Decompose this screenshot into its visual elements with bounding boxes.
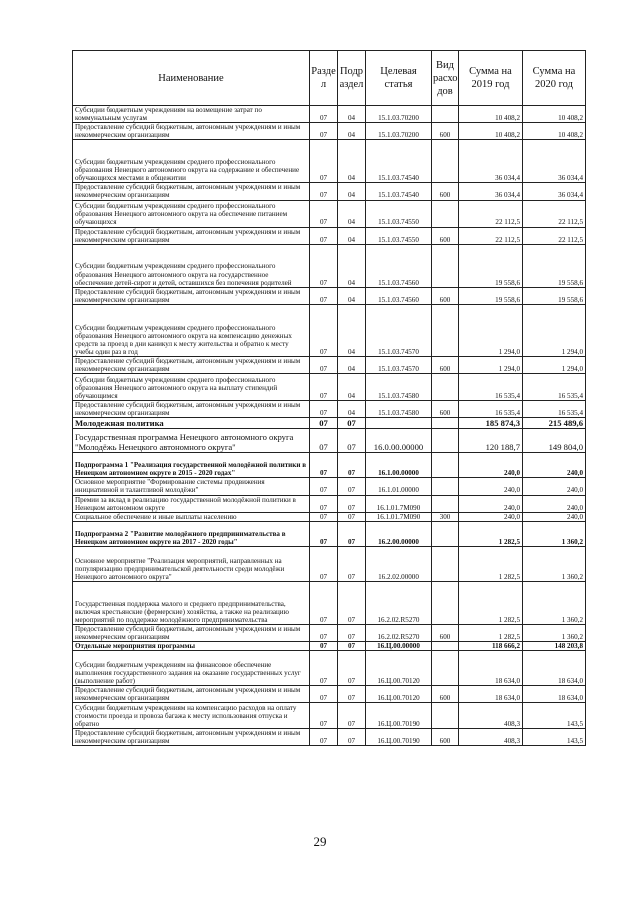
row-target: 16.2.02.R5270 bbox=[366, 624, 432, 641]
table-header-row bbox=[73, 51, 586, 106]
row-name: Государственная программа Ненецкого автономного округа "Молодёжь Ненецкого автономного округа" bbox=[73, 429, 310, 453]
row-name: Подпрограмма 2 "Развитие молодёжного предпринимательства в Ненецком автономном округе на 2017 - 2020 годы" bbox=[73, 521, 310, 546]
row-section: 07 bbox=[310, 651, 338, 686]
row-name: Субсидии бюджетным учреждениям среднего профессионального образования Ненецкого автономного округа на государственное обеспечение детей-сирот и детей, оставшихся без попечения родителей bbox=[73, 244, 310, 287]
row-subsection: 04 bbox=[338, 106, 366, 123]
row-sum-2020: 19 558,6 bbox=[523, 287, 586, 304]
header-section: Разде л bbox=[310, 51, 338, 106]
row-target: 15.1.03.74560 bbox=[366, 287, 432, 304]
row-target: 16.2.02.00000 bbox=[366, 546, 432, 581]
row-subsection: 07 bbox=[338, 521, 366, 546]
row-sum-2020: 36 034,4 bbox=[523, 140, 586, 183]
row-expense-type: 600 bbox=[432, 729, 459, 746]
table-row bbox=[73, 140, 586, 183]
row-section: 07 bbox=[310, 374, 338, 401]
row-target: 15.1.03.70200 bbox=[366, 123, 432, 140]
row-expense-type bbox=[432, 244, 459, 287]
row-subsection: 04 bbox=[338, 356, 366, 373]
row-name: Субсидии бюджетным учреждениям на финансовое обеспечение выполнения государственного задания на оказание государственных услуг (выполнение работ) bbox=[73, 651, 310, 686]
row-name: Субсидии бюджетным учреждениям среднего профессионального образования Ненецкого автономного округа на содержание и обеспечение обучающихся местами в общежитии bbox=[73, 140, 310, 183]
row-name: Предоставление субсидий бюджетным, автономным учреждениям и иным некоммерческим организациям bbox=[73, 729, 310, 746]
row-subsection: 04 bbox=[338, 183, 366, 200]
row-sum-2020: 16 535,4 bbox=[523, 374, 586, 401]
row-name: Предоставление субсидий бюджетным, автономным учреждениям и иным некоммерческим организациям bbox=[73, 624, 310, 641]
row-expense-type bbox=[432, 304, 459, 356]
row-name: Предоставление субсидий бюджетным, автономным учреждениям и иным некоммерческим организациям bbox=[73, 123, 310, 140]
row-subsection: 07 bbox=[338, 453, 366, 478]
row-target: 15.1.03.74550 bbox=[366, 200, 432, 227]
table-row bbox=[73, 478, 586, 495]
row-sum-2020: 1 294,0 bbox=[523, 356, 586, 373]
row-name: Отдельные мероприятия программы bbox=[73, 641, 310, 650]
row-sum-2019: 18 634,0 bbox=[459, 686, 523, 703]
row-sum-2019: 19 558,6 bbox=[459, 244, 523, 287]
row-sum-2019: 1 282,5 bbox=[459, 546, 523, 581]
row-expense-type: 300 bbox=[432, 512, 459, 521]
row-sum-2019: 185 874,3 bbox=[459, 418, 523, 429]
row-sum-2020: 1 360,2 bbox=[523, 624, 586, 641]
row-subsection: 07 bbox=[338, 581, 366, 624]
row-sum-2020: 1 294,0 bbox=[523, 304, 586, 356]
row-target: 15.1.03.74550 bbox=[366, 227, 432, 244]
row-expense-type: 600 bbox=[432, 287, 459, 304]
row-section: 07 bbox=[310, 227, 338, 244]
row-target: 15.1.03.74570 bbox=[366, 304, 432, 356]
table-row bbox=[73, 624, 586, 641]
row-sum-2019: 36 034,4 bbox=[459, 140, 523, 183]
row-target: 16.Ц.00.70120 bbox=[366, 651, 432, 686]
row-name: Основное мероприятие "Реализация мероприятий, направленных на популяризацию предпринимательской деятельности среди молодёжи Ненецкого автономного округа" bbox=[73, 546, 310, 581]
row-expense-type bbox=[432, 495, 459, 512]
table-row bbox=[73, 729, 586, 746]
row-target: 15.1.03.74580 bbox=[366, 374, 432, 401]
table-row bbox=[73, 453, 586, 478]
budget-table bbox=[72, 50, 586, 746]
table-row bbox=[73, 512, 586, 521]
row-section: 07 bbox=[310, 581, 338, 624]
table-row bbox=[73, 106, 586, 123]
row-sum-2020: 19 558,6 bbox=[523, 244, 586, 287]
table-row bbox=[73, 287, 586, 304]
row-expense-type bbox=[432, 453, 459, 478]
row-sum-2020: 10 408,2 bbox=[523, 106, 586, 123]
row-sum-2020: 143,5 bbox=[523, 729, 586, 746]
row-expense-type bbox=[432, 651, 459, 686]
table-row bbox=[73, 651, 586, 686]
header-sum-2020: Сумма на 2020 год bbox=[523, 51, 586, 106]
row-subsection: 07 bbox=[338, 418, 366, 429]
row-sum-2019: 120 188,7 bbox=[459, 429, 523, 453]
row-sum-2020: 240,0 bbox=[523, 453, 586, 478]
row-subsection: 04 bbox=[338, 140, 366, 183]
row-section: 07 bbox=[310, 729, 338, 746]
row-target: 16.Ц.00.70190 bbox=[366, 703, 432, 729]
row-subsection: 04 bbox=[338, 304, 366, 356]
row-name: Субсидии бюджетным учреждениям на возмещение затрат по коммунальным услугам bbox=[73, 106, 310, 123]
row-target: 15.1.03.74540 bbox=[366, 140, 432, 183]
row-name: Субсидии бюджетным учреждениям среднего профессионального образования Ненецкого автономного округа на обеспечение питанием обучающихся bbox=[73, 200, 310, 227]
row-section: 07 bbox=[310, 512, 338, 521]
table-row bbox=[73, 546, 586, 581]
row-sum-2020: 22 112,5 bbox=[523, 200, 586, 227]
row-sum-2019: 18 634,0 bbox=[459, 651, 523, 686]
row-expense-type: 600 bbox=[432, 356, 459, 373]
row-section: 07 bbox=[310, 418, 338, 429]
row-sum-2020: 215 489,6 bbox=[523, 418, 586, 429]
row-section: 07 bbox=[310, 521, 338, 546]
row-expense-type bbox=[432, 106, 459, 123]
table-row bbox=[73, 183, 586, 200]
table-row bbox=[73, 521, 586, 546]
row-target: 16.Ц.00.70190 bbox=[366, 729, 432, 746]
row-target: 15.1.03.74560 bbox=[366, 244, 432, 287]
row-section: 07 bbox=[310, 140, 338, 183]
row-sum-2020: 148 203,8 bbox=[523, 641, 586, 650]
row-section: 07 bbox=[310, 106, 338, 123]
row-target: 15.1.03.74580 bbox=[366, 401, 432, 418]
row-expense-type bbox=[432, 374, 459, 401]
row-sum-2020: 240,0 bbox=[523, 478, 586, 495]
table-row bbox=[73, 356, 586, 373]
row-section: 07 bbox=[310, 624, 338, 641]
table-row bbox=[73, 429, 586, 453]
row-name: Основное мероприятие "Формирование системы продвижения инициативной и талантливой молодёжи" bbox=[73, 478, 310, 495]
row-name: Субсидии бюджетным учреждениям на компенсацию расходов на оплату стоимости проезда и провоза багажа к месту использования отпуска и обратно bbox=[73, 703, 310, 729]
row-sum-2019: 16 535,4 bbox=[459, 374, 523, 401]
row-sum-2019: 408,3 bbox=[459, 729, 523, 746]
row-section: 07 bbox=[310, 546, 338, 581]
row-expense-type bbox=[432, 521, 459, 546]
table-row bbox=[73, 495, 586, 512]
row-expense-type: 600 bbox=[432, 624, 459, 641]
row-sum-2019: 36 034,4 bbox=[459, 183, 523, 200]
row-expense-type bbox=[432, 581, 459, 624]
row-sum-2019: 1 282,5 bbox=[459, 581, 523, 624]
row-subsection: 07 bbox=[338, 512, 366, 521]
row-subsection: 07 bbox=[338, 729, 366, 746]
row-target: 16.1.00.00000 bbox=[366, 453, 432, 478]
table-row bbox=[73, 244, 586, 287]
row-subsection: 04 bbox=[338, 374, 366, 401]
row-sum-2019: 16 535,4 bbox=[459, 401, 523, 418]
row-sum-2019: 240,0 bbox=[459, 453, 523, 478]
row-subsection: 07 bbox=[338, 686, 366, 703]
row-section: 07 bbox=[310, 123, 338, 140]
page-number: 29 bbox=[313, 834, 327, 849]
row-sum-2020: 143,5 bbox=[523, 703, 586, 729]
row-section: 07 bbox=[310, 200, 338, 227]
row-target bbox=[366, 418, 432, 429]
budget-sheet bbox=[72, 50, 585, 746]
row-expense-type bbox=[432, 418, 459, 429]
row-expense-type bbox=[432, 429, 459, 453]
row-sum-2020: 36 034,4 bbox=[523, 183, 586, 200]
header-name: Наименование bbox=[73, 51, 310, 106]
row-subsection: 04 bbox=[338, 123, 366, 140]
row-name: Предоставление субсидий бюджетным, автономным учреждениям и иным некоммерческим организациям bbox=[73, 183, 310, 200]
row-name: Подпрограмма 1 "Реализация государственной молодёжной политики в Ненецком автономном округе в 2015 - 2020 годах" bbox=[73, 453, 310, 478]
row-sum-2020: 240,0 bbox=[523, 495, 586, 512]
row-subsection: 07 bbox=[338, 703, 366, 729]
row-subsection: 04 bbox=[338, 401, 366, 418]
row-name: Субсидии бюджетным учреждениям среднего профессионального образования Ненецкого автономного округа на выплату стипендий обучающимся bbox=[73, 374, 310, 401]
row-expense-type: 600 bbox=[432, 686, 459, 703]
row-sum-2019: 1 294,0 bbox=[459, 356, 523, 373]
row-sum-2020: 240,0 bbox=[523, 512, 586, 521]
row-sum-2019: 22 112,5 bbox=[459, 200, 523, 227]
row-target: 16.1.01.7М090 bbox=[366, 495, 432, 512]
row-subsection: 04 bbox=[338, 227, 366, 244]
row-section: 07 bbox=[310, 703, 338, 729]
row-sum-2019: 1 282,5 bbox=[459, 624, 523, 641]
row-target: 16.0.00.00000 bbox=[366, 429, 432, 453]
row-subsection: 07 bbox=[338, 651, 366, 686]
table-row bbox=[73, 304, 586, 356]
row-expense-type bbox=[432, 200, 459, 227]
row-sum-2019: 408,3 bbox=[459, 703, 523, 729]
row-expense-type bbox=[432, 546, 459, 581]
row-name: Субсидии бюджетным учреждениям среднего профессионального образования Ненецкого автономного округа на компенсацию денежных средств за проезд в дни каникул к месту жительства и обратно к месту учебы один раз в год bbox=[73, 304, 310, 356]
table-row bbox=[73, 641, 586, 650]
row-section: 07 bbox=[310, 287, 338, 304]
row-expense-type bbox=[432, 140, 459, 183]
row-sum-2020: 22 112,5 bbox=[523, 227, 586, 244]
row-section: 07 bbox=[310, 244, 338, 287]
row-name: Предоставление субсидий бюджетным, автономным учреждениям и иным некоммерческим организациям bbox=[73, 686, 310, 703]
row-sum-2019: 240,0 bbox=[459, 512, 523, 521]
row-sum-2020: 1 360,2 bbox=[523, 546, 586, 581]
row-section: 07 bbox=[310, 495, 338, 512]
row-section: 07 bbox=[310, 478, 338, 495]
row-subsection: 04 bbox=[338, 200, 366, 227]
row-subsection: 07 bbox=[338, 478, 366, 495]
row-target: 16.2.02.R5270 bbox=[366, 581, 432, 624]
row-name: Предоставление субсидий бюджетным, автономным учреждениям и иным некоммерческим организациям bbox=[73, 227, 310, 244]
row-subsection: 04 bbox=[338, 244, 366, 287]
row-subsection: 07 bbox=[338, 641, 366, 650]
row-target: 16.1.01.7М090 bbox=[366, 512, 432, 521]
row-expense-type bbox=[432, 478, 459, 495]
row-sum-2019: 118 666,2 bbox=[459, 641, 523, 650]
row-sum-2019: 19 558,6 bbox=[459, 287, 523, 304]
row-sum-2019: 240,0 bbox=[459, 478, 523, 495]
row-name: Молодежная политика bbox=[73, 418, 310, 429]
header-subsection: Подр аздел bbox=[338, 51, 366, 106]
row-target: 15.1.03.70200 bbox=[366, 106, 432, 123]
row-target: 16.Ц.00.00000 bbox=[366, 641, 432, 650]
table-row bbox=[73, 374, 586, 401]
header-target: Целевая статья bbox=[366, 51, 432, 106]
header-type: Вид расхо дов bbox=[432, 51, 459, 106]
header-sum-2019: Сумма на 2019 год bbox=[459, 51, 523, 106]
row-sum-2020: 149 804,0 bbox=[523, 429, 586, 453]
row-section: 07 bbox=[310, 686, 338, 703]
table-row bbox=[73, 686, 586, 703]
row-name: Социальное обеспечение и иные выплаты населению bbox=[73, 512, 310, 521]
row-sum-2020: 10 408,2 bbox=[523, 123, 586, 140]
row-expense-type: 600 bbox=[432, 183, 459, 200]
table-row bbox=[73, 123, 586, 140]
row-subsection: 07 bbox=[338, 546, 366, 581]
row-sum-2020: 18 634,0 bbox=[523, 651, 586, 686]
row-section: 07 bbox=[310, 453, 338, 478]
table-row bbox=[73, 581, 586, 624]
row-name: Премии за вклад в реализацию государственной молодёжной политики в Ненецком автономном округе bbox=[73, 495, 310, 512]
row-sum-2020: 1 360,2 bbox=[523, 521, 586, 546]
table-row bbox=[73, 418, 586, 429]
row-name: Предоставление субсидий бюджетным, автономным учреждениям и иным некоммерческим организациям bbox=[73, 287, 310, 304]
row-expense-type bbox=[432, 703, 459, 729]
row-target: 16.2.00.00000 bbox=[366, 521, 432, 546]
row-subsection: 07 bbox=[338, 495, 366, 512]
row-expense-type: 600 bbox=[432, 401, 459, 418]
row-target: 15.1.03.74540 bbox=[366, 183, 432, 200]
row-target: 16.1.01.00000 bbox=[366, 478, 432, 495]
row-sum-2020: 16 535,4 bbox=[523, 401, 586, 418]
row-section: 07 bbox=[310, 641, 338, 650]
table-body bbox=[73, 106, 586, 746]
row-sum-2019: 22 112,5 bbox=[459, 227, 523, 244]
row-sum-2020: 1 360,2 bbox=[523, 581, 586, 624]
row-expense-type bbox=[432, 641, 459, 650]
row-name: Предоставление субсидий бюджетным, автономным учреждениям и иным некоммерческим организациям bbox=[73, 356, 310, 373]
table-row bbox=[73, 401, 586, 418]
row-name: Государственная поддержка малого и среднего предпринимательства, включая крестьянские (фермерские) хозяйства, а также на реализацию мероприятий по поддержке молодёжного предпринимательства bbox=[73, 581, 310, 624]
row-section: 07 bbox=[310, 356, 338, 373]
row-name: Предоставление субсидий бюджетным, автономным учреждениям и иным некоммерческим организациям bbox=[73, 401, 310, 418]
row-sum-2020: 18 634,0 bbox=[523, 686, 586, 703]
table-row bbox=[73, 200, 586, 227]
row-subsection: 07 bbox=[338, 429, 366, 453]
row-target: 16.Ц.00.70120 bbox=[366, 686, 432, 703]
row-sum-2019: 10 408,2 bbox=[459, 106, 523, 123]
row-expense-type: 600 bbox=[432, 227, 459, 244]
row-section: 07 bbox=[310, 429, 338, 453]
row-subsection: 07 bbox=[338, 624, 366, 641]
row-expense-type: 600 bbox=[432, 123, 459, 140]
row-section: 07 bbox=[310, 183, 338, 200]
table-row bbox=[73, 227, 586, 244]
row-section: 07 bbox=[310, 401, 338, 418]
table-row bbox=[73, 703, 586, 729]
row-sum-2019: 1 294,0 bbox=[459, 304, 523, 356]
row-target: 15.1.03.74570 bbox=[366, 356, 432, 373]
row-section: 07 bbox=[310, 304, 338, 356]
row-sum-2019: 1 282,5 bbox=[459, 521, 523, 546]
row-subsection: 04 bbox=[338, 287, 366, 304]
row-sum-2019: 10 408,2 bbox=[459, 123, 523, 140]
row-sum-2019: 240,0 bbox=[459, 495, 523, 512]
